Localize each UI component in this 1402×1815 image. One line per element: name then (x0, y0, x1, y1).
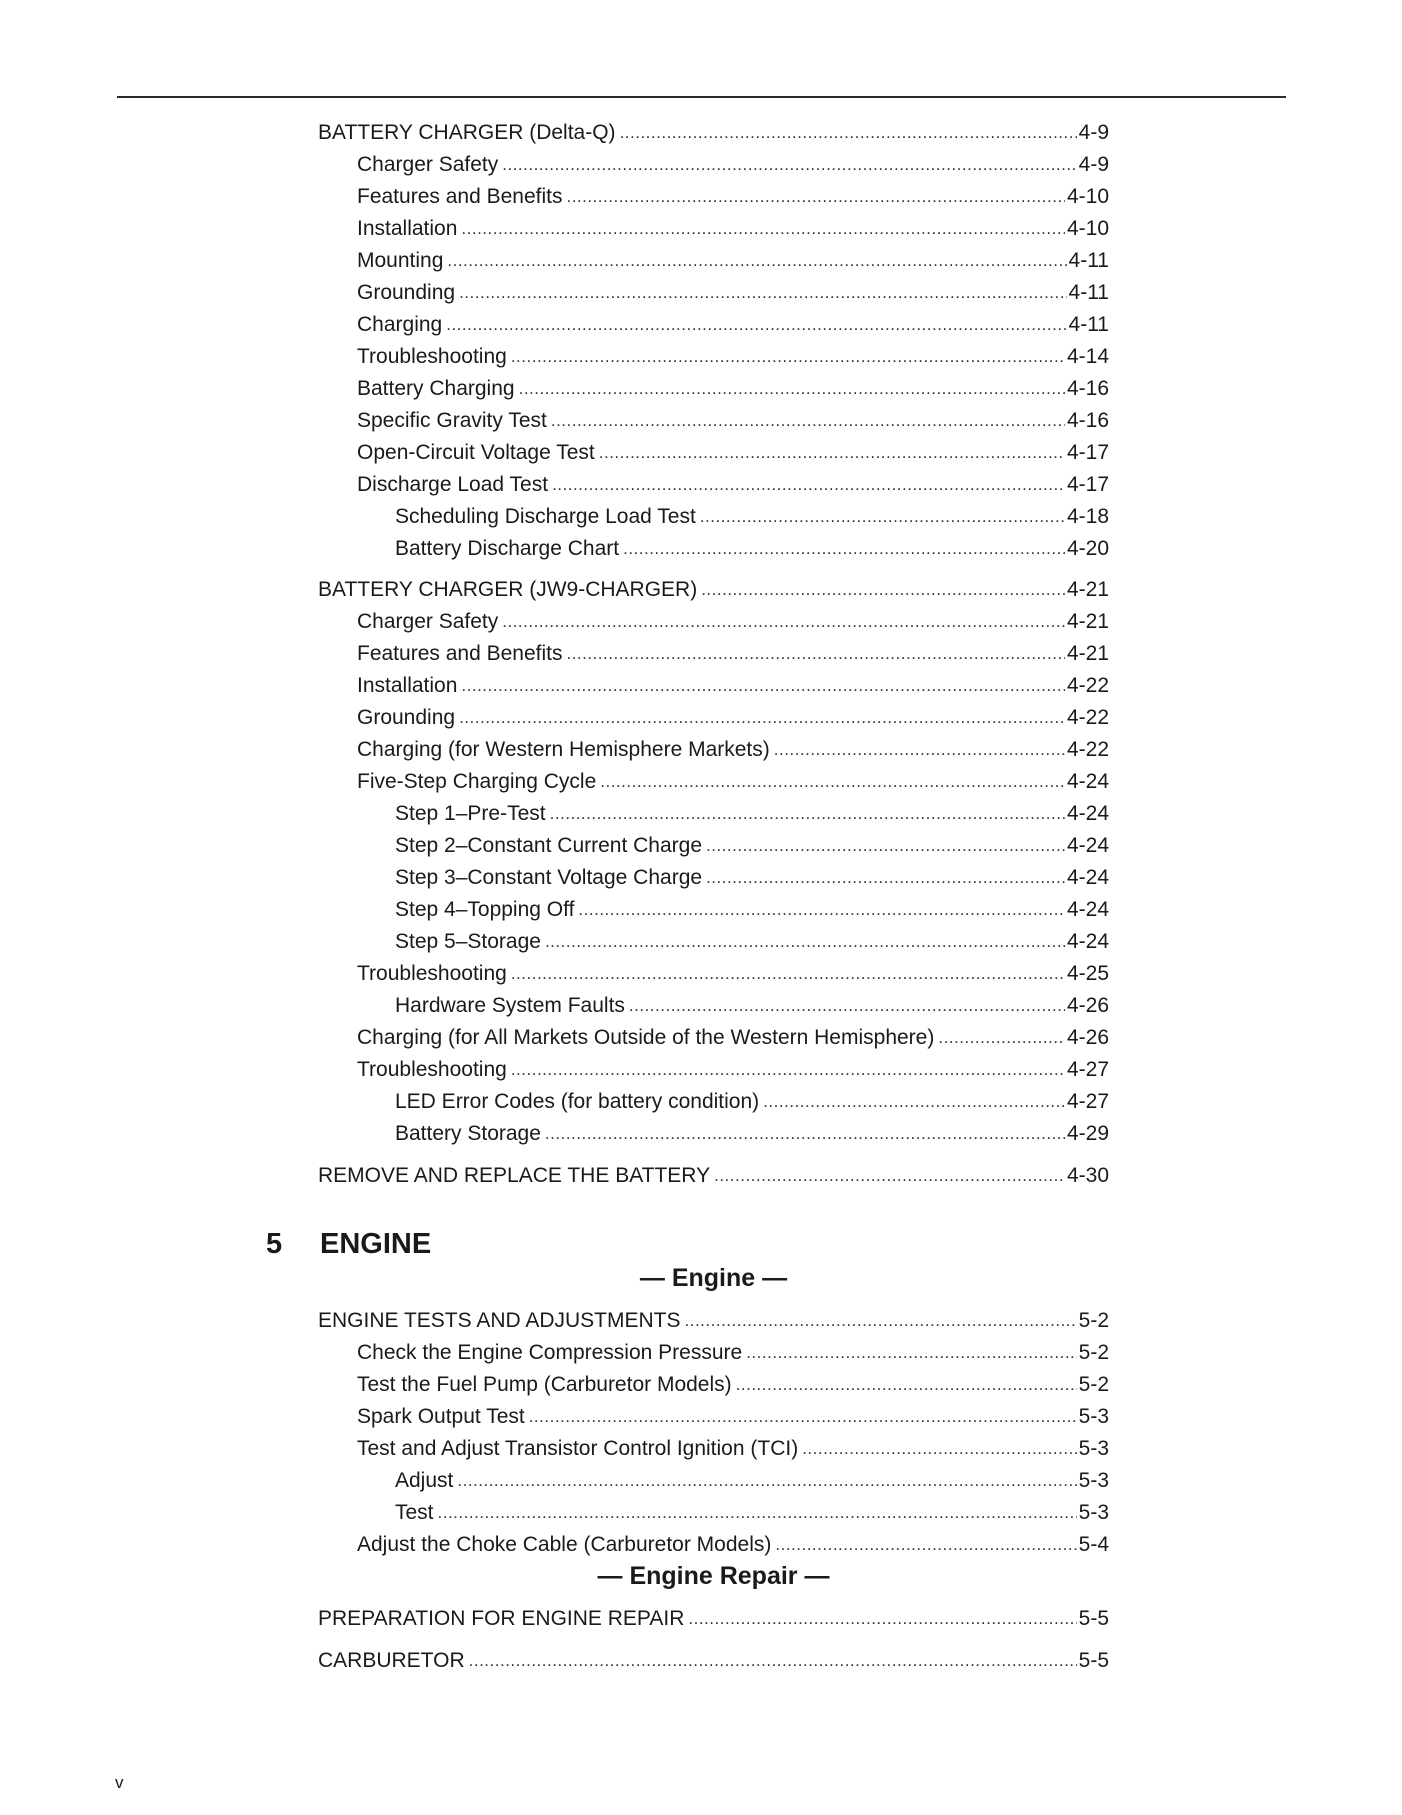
toc-entry-title: CARBURETOR (318, 1649, 465, 1672)
toc-entry-title: LED Error Codes (for battery condition) (395, 1090, 760, 1113)
subsection-heading-engine: — Engine — (639, 1264, 788, 1292)
toc-entry[interactable] (395, 1493, 1109, 1525)
toc-entry-title: Five-Step Charging Cycle (357, 770, 597, 793)
toc-entry-title: Test and Adjust Transistor Control Ignition (TCI) (357, 1437, 799, 1460)
dot-leader (469, 1649, 1077, 1673)
toc-entry-page: 5-2 (1078, 1309, 1109, 1332)
dot-leader (461, 674, 1065, 698)
toc-entry-title: Step 2–Constant Current Charge (395, 834, 703, 857)
toc-entry-title: Installation (357, 217, 458, 240)
toc-entry[interactable] (357, 762, 1109, 794)
dot-leader (578, 898, 1065, 922)
toc-entry[interactable] (357, 465, 1109, 497)
toc-entry-title: Step 3–Constant Voltage Charge (395, 866, 703, 889)
toc-entry[interactable] (318, 1156, 1109, 1188)
toc-entry[interactable] (395, 497, 1109, 529)
dot-leader (714, 1164, 1065, 1188)
subsection-heading-engine-repair: — Engine Repair — (597, 1562, 830, 1590)
toc-entry-page: 4-26 (1066, 1026, 1109, 1049)
toc-entry[interactable] (357, 1050, 1109, 1082)
toc-entry-page: 4-21 (1066, 642, 1109, 665)
toc-entry-title: Charger Safety (357, 153, 499, 176)
dot-leader (706, 834, 1065, 858)
toc-entry[interactable] (357, 433, 1109, 465)
dot-leader (457, 1469, 1076, 1493)
header-rule (117, 96, 1286, 98)
toc-entry-title: Charging (for All Markets Outside of the Western Hemisphere) (357, 1026, 935, 1049)
toc-entry[interactable] (357, 337, 1109, 369)
dot-leader (706, 866, 1065, 890)
toc-entry-title: Troubleshooting (357, 1058, 507, 1081)
toc-entry-page: 4-18 (1066, 505, 1109, 528)
toc-entry-page: 4-24 (1066, 802, 1109, 825)
dot-leader (623, 537, 1065, 561)
toc-entry-title: Charger Safety (357, 610, 499, 633)
toc-entry[interactable] (318, 1641, 1109, 1673)
toc-entry-page: 5-3 (1078, 1437, 1109, 1460)
toc-entry-page: 4-24 (1066, 930, 1109, 953)
dot-leader (685, 1309, 1077, 1333)
dot-leader (552, 473, 1065, 497)
dot-leader (629, 994, 1065, 1018)
toc-entry-page: 5-3 (1078, 1501, 1109, 1524)
dot-leader (700, 505, 1065, 529)
toc-entry-page: 4-24 (1066, 834, 1109, 857)
toc-entry-title: Battery Charging (357, 377, 515, 400)
toc-entry[interactable] (357, 954, 1109, 986)
toc-entry[interactable] (395, 1114, 1109, 1146)
dot-leader (551, 409, 1065, 433)
page-number: v (115, 1773, 124, 1792)
toc-entry-page: 5-3 (1078, 1405, 1109, 1428)
toc-entry-title: Scheduling Discharge Load Test (395, 505, 696, 528)
toc-entry-title: Adjust (395, 1469, 454, 1492)
toc-entry-title: BATTERY CHARGER (JW9-CHARGER) (318, 578, 698, 601)
toc-entry-title: ENGINE TESTS AND ADJUSTMENTS (318, 1309, 681, 1332)
toc-entry-title: Grounding (357, 706, 456, 729)
toc-entry[interactable] (357, 1333, 1109, 1365)
toc-entry[interactable] (318, 113, 1109, 145)
dot-leader (566, 642, 1065, 666)
dot-leader (802, 1437, 1076, 1461)
toc-entry-page: 4-11 (1068, 313, 1109, 336)
dot-leader (550, 802, 1065, 826)
toc-entry-page: 4-17 (1066, 473, 1109, 496)
toc-entry[interactable] (318, 1599, 1109, 1631)
toc-entry-title: Hardware System Faults (395, 994, 625, 1017)
toc-entry-page: 4-16 (1066, 377, 1109, 400)
dot-leader (566, 185, 1065, 209)
toc-entry-title: Check the Engine Compression Pressure (357, 1341, 743, 1364)
toc-entry[interactable] (395, 529, 1109, 561)
chapter-heading (266, 1228, 431, 1261)
toc-entry-page: 4-11 (1068, 281, 1109, 304)
toc-entry[interactable] (357, 369, 1109, 401)
toc-entry[interactable] (395, 890, 1109, 922)
toc-entry-title: Charging (for Western Hemisphere Markets) (357, 738, 770, 761)
toc-entry-title: Troubleshooting (357, 345, 507, 368)
dot-leader (446, 313, 1066, 337)
dot-leader (746, 1341, 1076, 1365)
toc-entry[interactable] (357, 730, 1109, 762)
dot-leader (438, 1501, 1077, 1525)
toc-entry-page: 4-21 (1066, 578, 1109, 601)
toc-entry-page: 4-24 (1066, 770, 1109, 793)
toc-entry[interactable] (357, 145, 1109, 177)
dot-leader (447, 249, 1066, 273)
toc-entry[interactable] (357, 1429, 1109, 1461)
toc-entry-page: 5-4 (1078, 1533, 1109, 1556)
toc-entry[interactable] (357, 698, 1109, 730)
toc-entry[interactable] (357, 602, 1109, 634)
toc-entry-title: Step 1–Pre-Test (395, 802, 546, 825)
toc-entry-page: 4-30 (1066, 1164, 1109, 1187)
dot-leader (775, 1533, 1076, 1557)
toc-entry-page: 4-11 (1068, 249, 1109, 272)
toc-entry-page: 4-29 (1066, 1122, 1109, 1145)
toc-entry[interactable] (395, 858, 1109, 890)
dot-leader (620, 121, 1077, 145)
toc-entry[interactable] (357, 1525, 1109, 1557)
dot-leader (736, 1373, 1077, 1397)
toc-entry-page: 4-20 (1066, 537, 1109, 560)
chapter-title: ENGINE (320, 1228, 432, 1260)
chapter-number: 5 (266, 1228, 283, 1260)
toc-entry[interactable] (357, 241, 1109, 273)
dot-leader (459, 706, 1065, 730)
toc-entry-title: Step 4–Topping Off (395, 898, 575, 921)
toc-entry[interactable] (395, 826, 1109, 858)
dot-leader (511, 1058, 1065, 1082)
dot-leader (545, 1122, 1065, 1146)
toc-entry-title: Open-Circuit Voltage Test (357, 441, 595, 464)
toc-entry-page: 4-22 (1066, 706, 1109, 729)
toc-entry[interactable] (318, 570, 1109, 602)
toc-entry-title: Troubleshooting (357, 962, 507, 985)
toc-entry-title: Charging (357, 313, 443, 336)
dot-leader (774, 738, 1065, 762)
toc-entry[interactable] (357, 1365, 1109, 1397)
toc-entry-page: 4-10 (1066, 185, 1109, 208)
toc-entry-page: 5-5 (1078, 1607, 1109, 1630)
dot-leader (529, 1405, 1077, 1429)
dot-leader (600, 770, 1065, 794)
toc-entry[interactable] (395, 1461, 1109, 1493)
dot-leader (701, 578, 1065, 602)
toc-entry-title: Discharge Load Test (357, 473, 549, 496)
dot-leader (545, 930, 1065, 954)
toc-entry[interactable] (357, 273, 1109, 305)
toc-entry-title: Spark Output Test (357, 1405, 525, 1428)
toc-entry[interactable] (357, 209, 1109, 241)
toc-entry-page: 4-22 (1066, 674, 1109, 697)
toc-entry[interactable] (357, 1397, 1109, 1429)
toc-entry[interactable] (395, 922, 1109, 954)
toc-entry-page: 4-27 (1066, 1058, 1109, 1081)
dot-leader (519, 377, 1065, 401)
toc-entry-page: 4-9 (1078, 153, 1109, 176)
toc-entry-page: 4-24 (1066, 866, 1109, 889)
toc-entry-title: Specific Gravity Test (357, 409, 547, 432)
toc-entry-title: Battery Storage (395, 1122, 541, 1145)
dot-leader (502, 153, 1076, 177)
toc-entry-page: 5-5 (1078, 1649, 1109, 1672)
toc-entry-title: Step 5–Storage (395, 930, 541, 953)
dot-leader (511, 345, 1065, 369)
toc-entry-page: 4-10 (1066, 217, 1109, 240)
toc-entry-page: 5-2 (1078, 1341, 1109, 1364)
toc-entry-title: Test (395, 1501, 434, 1524)
toc-entry[interactable] (395, 1082, 1109, 1114)
toc-entry[interactable] (357, 1018, 1109, 1050)
toc-entry-page: 5-3 (1078, 1469, 1109, 1492)
toc-entry[interactable] (357, 634, 1109, 666)
toc-entry-title: Installation (357, 674, 458, 697)
toc-entry-page: 4-16 (1066, 409, 1109, 432)
dot-leader (461, 217, 1065, 241)
toc-entry[interactable] (395, 986, 1109, 1018)
toc-entry[interactable] (318, 1301, 1109, 1333)
toc-entry-page: 4-9 (1078, 121, 1109, 144)
toc-entry-title: Features and Benefits (357, 642, 563, 665)
toc-entry-title: PREPARATION FOR ENGINE REPAIR (318, 1607, 685, 1630)
toc-entry-title: Adjust the Choke Cable (Carburetor Models) (357, 1533, 772, 1556)
toc-entry[interactable] (357, 305, 1109, 337)
dot-leader (502, 610, 1065, 634)
toc-entry[interactable] (395, 794, 1109, 826)
toc-entry-title: Test the Fuel Pump (Carburetor Models) (357, 1373, 732, 1396)
toc-entry-page: 4-25 (1066, 962, 1109, 985)
toc-entry-title: Battery Discharge Chart (395, 537, 620, 560)
toc-entry-title: Mounting (357, 249, 444, 272)
toc-entry-title: Grounding (357, 281, 456, 304)
toc-entry-title: BATTERY CHARGER (Delta-Q) (318, 121, 616, 144)
toc-entry-page: 4-27 (1066, 1090, 1109, 1113)
toc-entry-page: 4-17 (1066, 441, 1109, 464)
toc-entry-title: Features and Benefits (357, 185, 563, 208)
toc-entry[interactable] (357, 401, 1109, 433)
dot-leader (459, 281, 1066, 305)
toc-entry-page: 4-22 (1066, 738, 1109, 761)
toc-entry-page: 5-2 (1078, 1373, 1109, 1396)
toc-entry-title: REMOVE AND REPLACE THE BATTERY (318, 1164, 711, 1187)
dot-leader (599, 441, 1065, 465)
dot-leader (511, 962, 1065, 986)
toc-entry-page: 4-26 (1066, 994, 1109, 1017)
toc-entry[interactable] (357, 177, 1109, 209)
dot-leader (763, 1090, 1065, 1114)
toc-entry-page: 4-24 (1066, 898, 1109, 921)
toc-entry-page: 4-21 (1066, 610, 1109, 633)
toc-entry-page: 4-14 (1066, 345, 1109, 368)
dot-leader (938, 1026, 1065, 1050)
toc-entry[interactable] (357, 666, 1109, 698)
dot-leader (688, 1607, 1076, 1631)
